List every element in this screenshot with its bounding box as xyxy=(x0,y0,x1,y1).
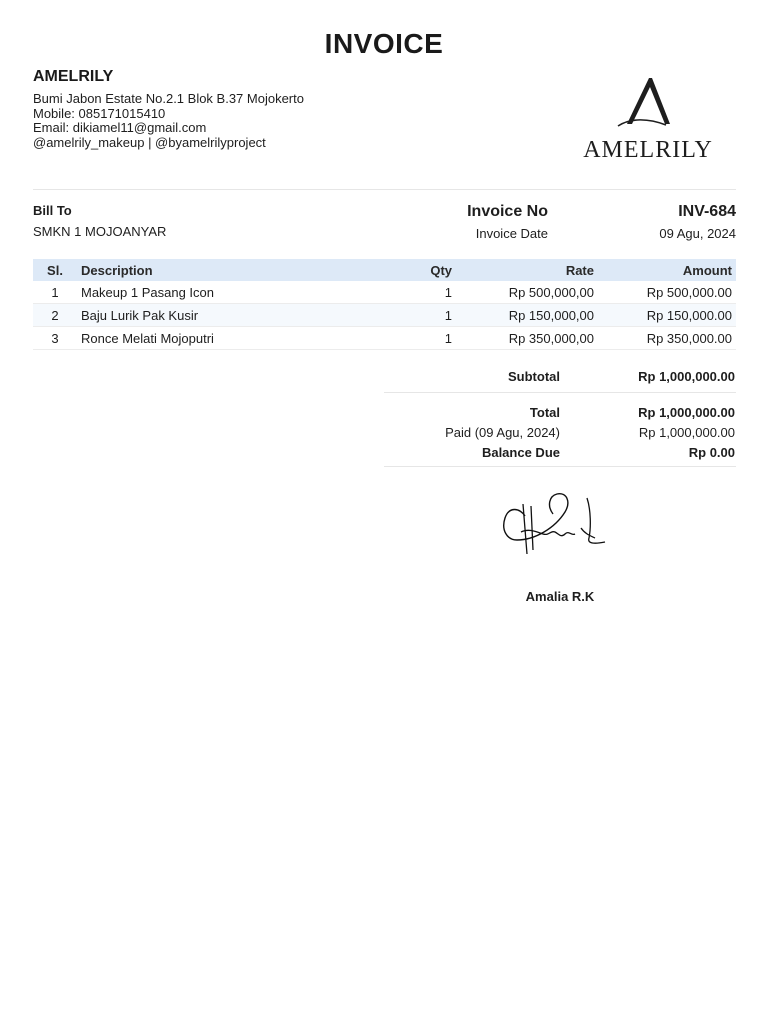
paid-value: Rp 1,000,000.00 xyxy=(638,424,735,440)
header-divider xyxy=(33,189,736,190)
row-amount: Rp 500,000.00 xyxy=(598,281,736,304)
company-social: @amelrily_makeup | @byamelrilyproject xyxy=(33,134,266,150)
row-qty: 1 xyxy=(368,281,460,304)
invoice-date-value: 09 Agu, 2024 xyxy=(659,226,736,241)
totals-bottom-divider xyxy=(384,466,736,467)
bill-to-label: Bill To xyxy=(33,203,72,218)
row-description: Baju Lurik Pak Kusir xyxy=(77,304,368,327)
subtotal-section xyxy=(384,366,736,386)
table-row xyxy=(33,281,736,304)
invoice-title: INVOICE xyxy=(324,28,444,59)
row-amount: Rp 150,000.00 xyxy=(598,304,736,327)
row-description: Makeup 1 Pasang Icon xyxy=(77,281,368,304)
row-sl: 2 xyxy=(33,304,77,327)
table-row xyxy=(33,304,736,327)
subtotal-label: Subtotal xyxy=(508,368,560,384)
company-mobile: Mobile: 085171015410 xyxy=(33,105,166,121)
company-address: Bumi Jabon Estate No.2.1 Blok B.37 Mojokerto xyxy=(33,91,304,106)
total-label: Total xyxy=(529,404,560,420)
row-rate: Rp 350,000,00 xyxy=(460,327,598,350)
header-qty: Qty xyxy=(368,259,460,281)
row-sl: 3 xyxy=(33,327,77,350)
row-description: Ronce Melati Mojoputri xyxy=(77,327,368,350)
row-rate: Rp 150,000,00 xyxy=(460,304,598,327)
header-rate: Rate xyxy=(460,259,598,281)
header-amount: Amount xyxy=(598,259,736,281)
table-row xyxy=(33,327,736,350)
row-qty: 1 xyxy=(368,304,460,327)
company-email: Email: dikiamel11@gmail.com xyxy=(33,120,207,135)
totals-section xyxy=(384,402,736,462)
paid-label: Paid (09 Agu, 2024) xyxy=(445,424,560,440)
company-info xyxy=(33,68,304,150)
bill-to-name: SMKN 1 MOJOANYAR xyxy=(33,224,167,239)
invoice-no-value: INV-684 xyxy=(678,203,736,220)
header-sl: Sl. xyxy=(33,259,77,281)
logo-wordmark: AMELRILY xyxy=(583,137,713,163)
total-value: Rp 1,000,000.00 xyxy=(638,404,735,420)
row-qty: 1 xyxy=(368,327,460,350)
row-rate: Rp 500,000,00 xyxy=(460,281,598,304)
company-logo xyxy=(578,74,718,164)
subtotal-value: Rp 1,000,000.00 xyxy=(638,368,735,384)
invoice-no-label: Invoice No xyxy=(467,203,548,220)
totals-divider xyxy=(384,392,736,393)
bill-to-section xyxy=(33,203,166,239)
invoice-date-label: Invoice Date xyxy=(475,226,548,241)
row-amount: Rp 350,000.00 xyxy=(598,327,736,350)
items-table xyxy=(33,259,736,350)
invoice-meta xyxy=(420,203,736,241)
company-name: AMELRILY xyxy=(33,68,114,85)
row-sl: 1 xyxy=(33,281,77,304)
signature-image xyxy=(495,488,615,560)
balance-due-label: Balance Due xyxy=(481,444,560,460)
balance-due-value: Rp 0.00 xyxy=(688,444,735,460)
signatory-name: Amalia R.K xyxy=(525,589,595,604)
header-description: Description xyxy=(77,259,368,281)
table-header-row xyxy=(33,259,736,281)
